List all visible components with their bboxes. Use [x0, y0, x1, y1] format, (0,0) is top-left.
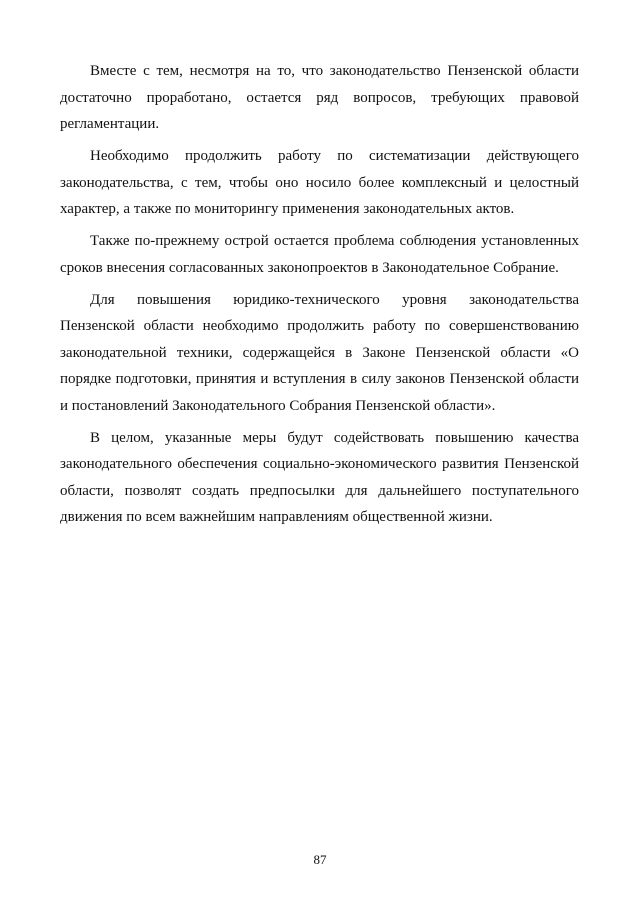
paragraph-2: Необходимо продолжить работу по систематизации действующего законодательства, с тем, чтобы оно носило более комплексный и целостный характер, а также по мониторингу применения законодательных актов.: [60, 148, 579, 217]
paragraph-4: Для повышения юридико-технического уровня законодательства Пензенской области необходимо продолжить работу по совершенствованию законодательной техники, содержащейся в Законе Пензенской области «О порядке подготовки, принятия и вступления в силу законов Пензенской области и постановлений Законодательного Собрания Пензенской области».: [60, 291, 579, 414]
body-text: [60, 58, 579, 536]
paragraph-5: В целом, указанные меры будут содействовать повышению качества законодательного обеспечения социально-экономического развития Пензенской области, позволят создать предпосылки для дальнейшего поступательного движения по всем важнейшим направлениям общественной жизни.: [60, 429, 579, 525]
page-number: 87: [313, 852, 327, 867]
paragraph-3: Также по-прежнему острой остается проблема соблюдения установленных сроков внесения согласованных законопроектов в Законодательное Собрание.: [60, 233, 579, 276]
paragraph-1: Вместе с тем, несмотря на то, что законодательство Пензенской области достаточно проработано, остается ряд вопросов, требующих правовой регламентации.: [60, 63, 579, 132]
